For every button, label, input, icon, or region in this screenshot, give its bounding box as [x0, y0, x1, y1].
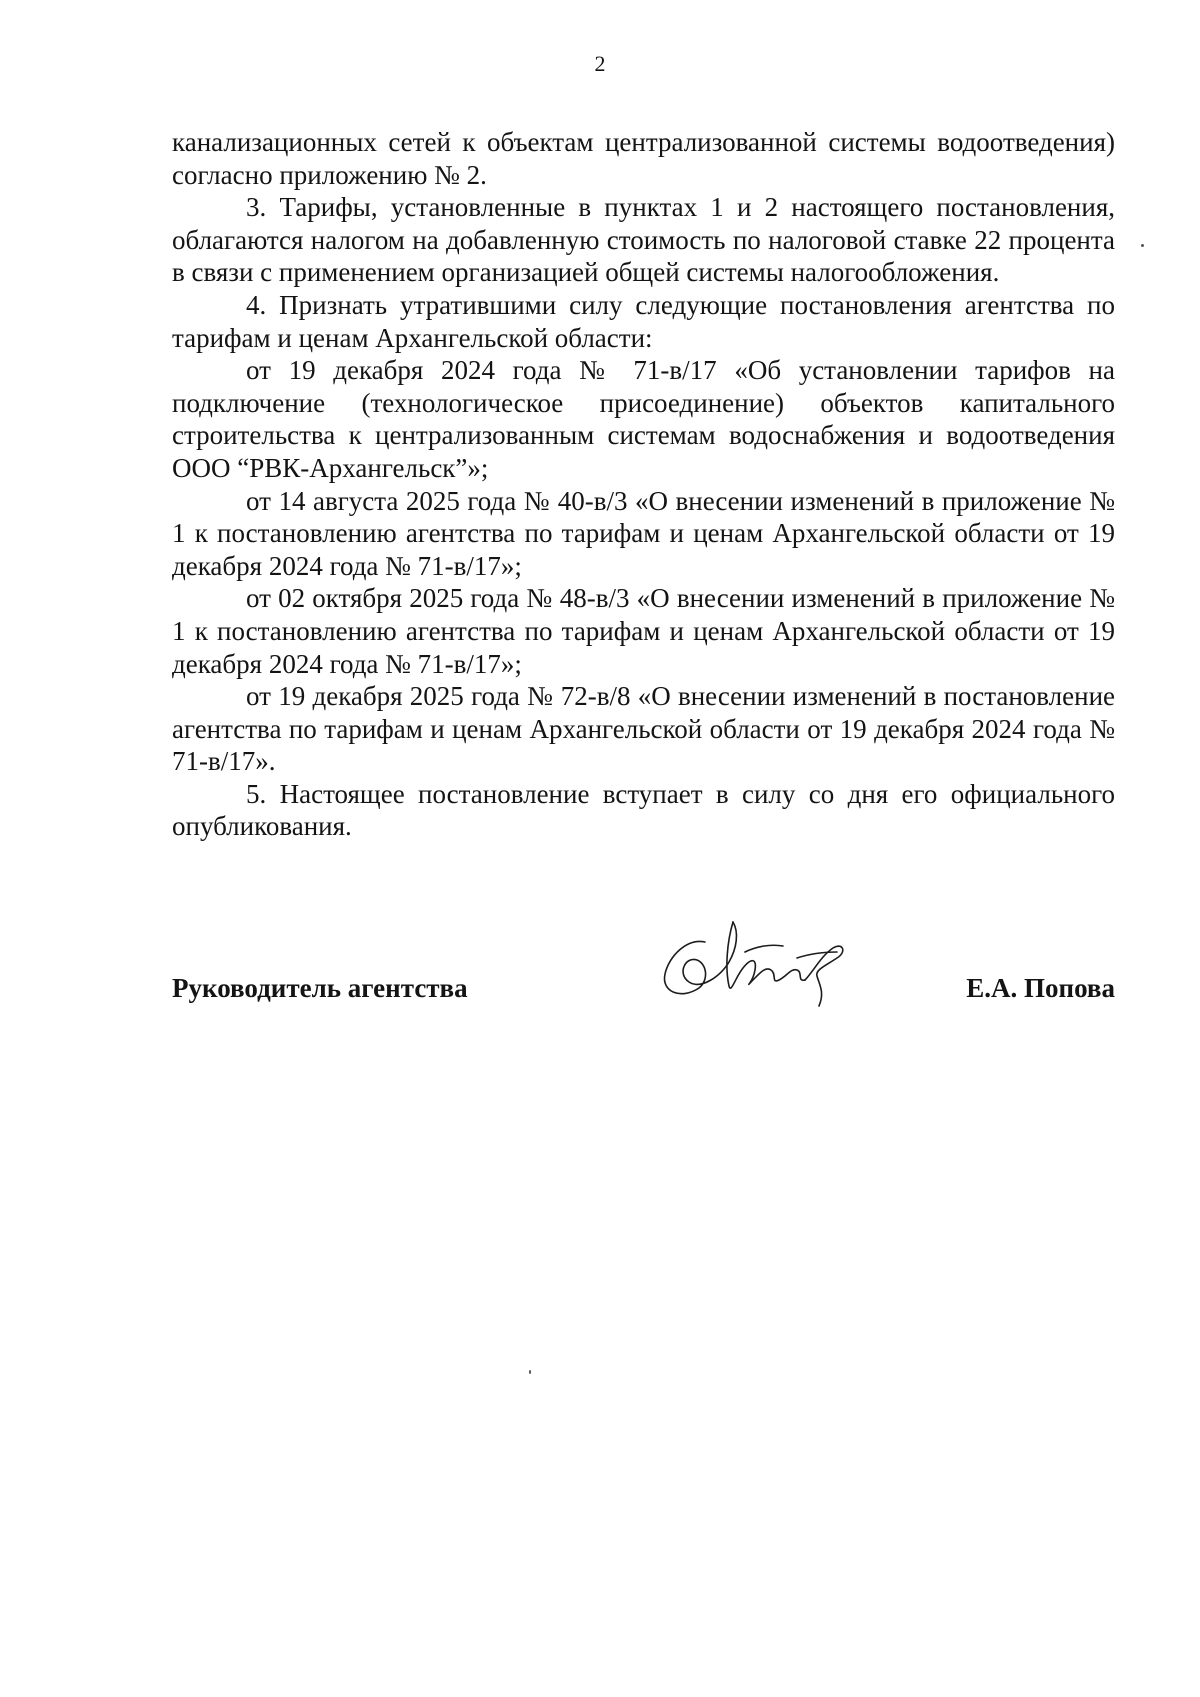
paragraph-item-4-b: от 14 августа 2025 года № 40-в/3 «О внесении изменений в приложение № 1 к постановлению агентства по тарифам и ценам Архангельской области от 19 декабря 2024 года № 71-в/17»; — [172, 485, 1115, 581]
scan-speck — [1141, 244, 1144, 247]
paragraph-item-4: 4. Признать утратившими силу следующие постановления агентства по тарифам и ценам Архангельской области: — [172, 289, 1115, 353]
signer-title: Руководитель агентства — [172, 973, 468, 1003]
handwritten-signature — [647, 912, 857, 1012]
paragraph-item-5: 5. Настоящее постановление вступает в силу со дня его официального опубликования. — [172, 778, 1115, 842]
signer-name: Е.А. Попова — [966, 973, 1115, 1003]
paragraph-item-4-d: от 19 декабря 2025 года № 72-в/8 «О внесении изменений в постановление агентства по тарифам и ценам Архангельской области от 19 декабря 2024 года № 71-в/17». — [172, 681, 1115, 777]
document-body — [172, 126, 1115, 843]
scan-speck — [529, 1370, 531, 1374]
page-number: 2 — [594, 51, 606, 76]
paragraph-item-4-c: от 02 октября 2025 года № 48-в/3 «О внесении изменений в приложение № 1 к постановлению агентства по тарифам и ценам Архангельской области от 19 декабря 2024 года № 71-в/17»; — [172, 583, 1115, 679]
paragraph-item-3: 3. Тарифы, установленные в пунктах 1 и 2 настоящего постановления, облагаются налогом на добавленную стоимость по налоговой ставке 22 процента в связи с применением организацией общей системы налогообложения. — [172, 192, 1115, 288]
paragraph-item-4-a: от 19 декабря 2024 года № 71-в/17 «Об установлении тарифов на подключение (технологическое присоединение) объектов капитального строительства к централизованным системам водоснабжения и водоотведения ООО “РВК-Архангельск”»; — [172, 355, 1115, 483]
signature-block — [172, 912, 1115, 1012]
paragraph-continuation: канализационных сетей к объектам централизованной системы водоотведения) согласно приложению № 2. — [172, 127, 1115, 190]
